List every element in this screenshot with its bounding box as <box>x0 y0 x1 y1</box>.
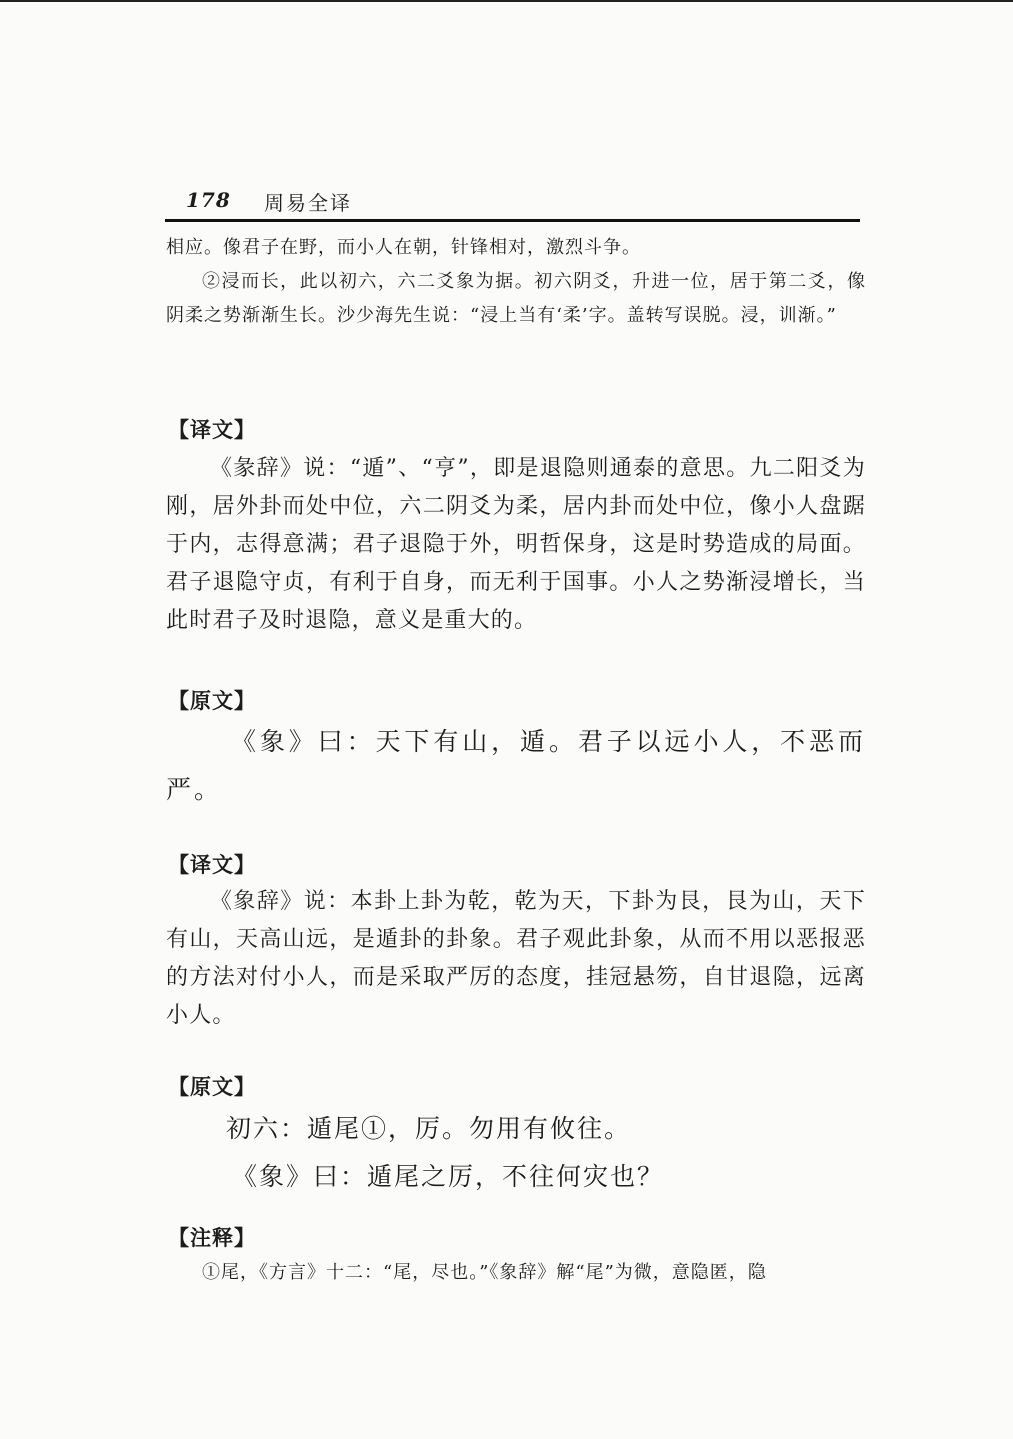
section-heading-translation: 【译文】 <box>168 417 256 442</box>
original-line-2: 《象》曰：遁尾之厉，不往何灾也？ <box>232 1162 665 1191</box>
translation-text: 《象辞》说：本卦上卦为乾，乾为天，下卦为艮，艮为山，天下有山，天高山远，是遁卦的卦象。君子观此卦象，从而不用以恶报恶的方法对付小人，而是采取严厉的态度，挂冠悬笏，自甘退隐，远离小人。 <box>166 889 866 1028</box>
annotation-block <box>166 1256 866 1290</box>
notes-continued <box>166 231 866 333</box>
translation-text: 《彖辞》说：“遁”、“亨”，即是退隐则通泰的意思。九二阳爻为刚，居外卦而处中位，六二阴爻为柔，居内卦而处中位，像小人盘踞于内，志得意满；君子退隐于外，明哲保身，这是时势造成的局面。君子退隐守贞，有利于自身，而无利于国事。小人之势渐浸增长，当此时君子及时退隐，意义是重大的。 <box>166 456 866 633</box>
note-continued-line: 相应。像君子在野，而小人在朝，针锋相对，激烈斗争。 <box>166 237 641 258</box>
header-rule <box>165 219 860 222</box>
translation-block-1 <box>166 450 866 640</box>
original-block-2 <box>166 1105 866 1201</box>
original-line-1: 初六：遁尾①，厉。勿用有攸往。 <box>226 1114 632 1143</box>
original-text: 《象》曰：天下有山，遁。君子以远小人，不恶而严。 <box>166 727 866 804</box>
running-header <box>186 186 866 216</box>
annotation-1: ①尾，《方言》十二：“尾，尽也。”《象辞》解“尾”为微，意隐匿，隐 <box>202 1262 767 1283</box>
page-number: 178 <box>186 188 231 212</box>
book-title: 周易全译 <box>264 191 352 215</box>
section-heading-translation: 【译文】 <box>168 852 256 877</box>
section-heading-annotation: 【注释】 <box>168 1225 256 1250</box>
original-block-1 <box>166 718 866 814</box>
section-heading-original: 【原文】 <box>168 1074 256 1099</box>
section-heading-original: 【原文】 <box>168 688 256 713</box>
note-2: ②浸而长，此以初六，六二爻象为据。初六阴爻，升进一位，居于第二爻，像阴柔之势渐渐生长。沙少海先生说：“浸上当有‘柔’字。盖转写误脱。浸，训渐。” <box>166 271 866 326</box>
translation-block-2 <box>166 883 866 1035</box>
